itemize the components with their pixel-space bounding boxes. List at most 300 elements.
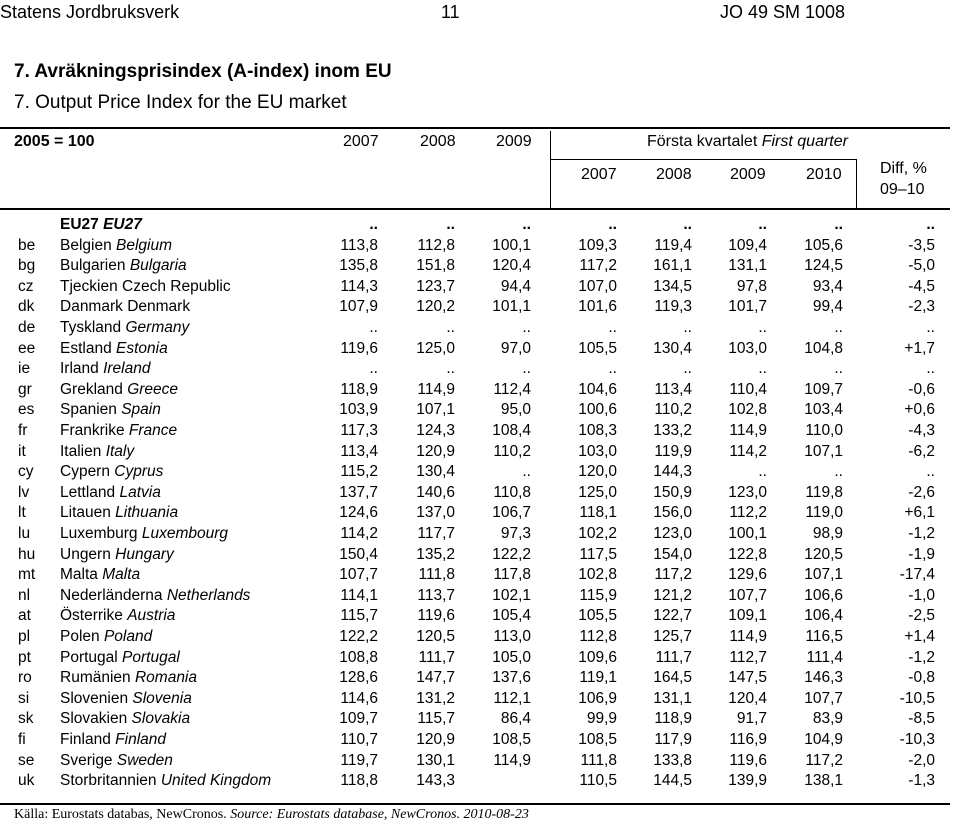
value-cell: 147,7 <box>416 669 455 687</box>
country-name-english: Sweden <box>116 751 173 769</box>
value-cell: 119,7 <box>340 751 378 769</box>
country-code: fi <box>18 731 26 748</box>
diff-header-label: Diff, % <box>880 160 927 177</box>
value-cell: -5,0 <box>908 257 935 275</box>
value-cell: 113,0 <box>493 628 531 645</box>
value-cell: 118,9 <box>340 380 378 398</box>
country-name-english: Latvia <box>119 483 161 501</box>
value-cell: 120,4 <box>492 257 531 275</box>
country-name-swedish: Storbritannien <box>60 772 157 790</box>
value-cell: 108,3 <box>578 422 617 439</box>
column-divider-diff <box>856 159 857 209</box>
country-code: cy <box>18 463 34 481</box>
value-cell: 137,6 <box>492 669 531 687</box>
value-cell: 156,0 <box>653 504 692 522</box>
value-cell: 137,7 <box>339 483 378 501</box>
value-cell: 112,8 <box>417 236 455 254</box>
country-name-english: Romania <box>134 669 197 687</box>
country-name-english: Estonia <box>116 339 168 357</box>
value-cell: 97,0 <box>500 339 531 357</box>
value-cell: 111,8 <box>418 566 455 584</box>
value-cell: .. <box>608 360 617 378</box>
value-cell: 119,0 <box>805 504 843 522</box>
year-header-2008: 2008 <box>420 133 456 150</box>
country-code: nl <box>18 586 31 604</box>
value-cell: 120,5 <box>416 628 455 645</box>
value-cell: -1,2 <box>908 648 935 666</box>
value-cell: 100,1 <box>492 236 531 254</box>
value-cell: .. <box>522 463 531 481</box>
country-name <box>60 381 178 399</box>
value-cell: .. <box>758 319 767 336</box>
value-cell: 107,7 <box>339 566 378 584</box>
value-cell: 99,4 <box>812 298 843 316</box>
value-cell: 101,7 <box>728 298 767 316</box>
value-cell: 119,8 <box>805 483 843 501</box>
country-name-english: Hungary <box>115 545 174 563</box>
country-name-english: Ireland <box>103 360 151 378</box>
source-note <box>14 807 529 823</box>
value-cell: 103,0 <box>728 339 767 357</box>
country-code: lv <box>18 483 30 501</box>
value-cell: -4,3 <box>908 422 935 439</box>
country-name-english: Netherlands <box>166 586 251 604</box>
country-code: ie <box>18 360 31 378</box>
value-cell: -0,8 <box>908 669 935 687</box>
value-cell: 122,8 <box>728 545 767 563</box>
value-cell: 150,9 <box>653 483 692 501</box>
value-cell: 133,2 <box>653 422 692 439</box>
country-name <box>60 298 190 316</box>
value-cell: 115,2 <box>340 463 378 481</box>
value-cell: .. <box>446 360 455 378</box>
country-name-swedish: Nederländerna <box>60 586 163 604</box>
quarter-subheader-rule <box>550 159 856 160</box>
country-name-swedish: Portugal <box>60 648 118 666</box>
country-name-english: Czech Republic <box>122 277 231 295</box>
value-cell: 118,8 <box>340 772 378 790</box>
value-cell: 106,9 <box>578 689 617 707</box>
value-cell: .. <box>926 216 935 233</box>
country-code: se <box>18 751 35 769</box>
country-code: cz <box>18 277 34 295</box>
country-name-english: France <box>128 422 178 439</box>
value-cell: 103,0 <box>578 442 617 460</box>
value-cell: 100,6 <box>578 401 617 419</box>
value-cell: 104,6 <box>578 380 617 398</box>
country-name-english: Poland <box>103 628 153 645</box>
source-english: Source: Eurostats database, NewCronos. 2010-08-23 <box>230 807 529 822</box>
value-cell: 103,9 <box>339 401 378 419</box>
value-cell: 134,5 <box>653 277 692 295</box>
value-cell: 130,1 <box>416 751 455 769</box>
value-cell: 109,3 <box>578 236 617 254</box>
country-code: be <box>18 236 36 254</box>
quarter-year-2009: 2009 <box>730 166 766 183</box>
value-cell: 117,2 <box>579 257 617 275</box>
value-cell: 120,4 <box>728 689 767 707</box>
country-name-swedish: Litauen <box>60 504 111 522</box>
value-cell: 107,7 <box>728 586 767 604</box>
value-cell: .. <box>369 319 378 336</box>
value-cell: 109,6 <box>578 648 617 666</box>
value-cell: -17,4 <box>899 566 935 584</box>
value-cell: 117,3 <box>340 422 378 439</box>
country-name-english: Bulgaria <box>129 257 187 275</box>
value-cell: 119,3 <box>654 298 692 316</box>
table-row <box>0 216 950 236</box>
page-number: 11 <box>441 2 460 22</box>
value-cell: 117,2 <box>805 751 843 769</box>
country-name-english: Austria <box>127 607 176 625</box>
country-name-swedish: Finland <box>60 731 111 748</box>
value-cell: 101,6 <box>578 298 617 316</box>
value-cell: 112,1 <box>493 689 531 707</box>
source-swedish: Källa: Eurostats databas, NewCronos. <box>14 807 227 822</box>
value-cell: 128,6 <box>339 669 378 687</box>
country-name <box>60 710 190 728</box>
quarter-header-english: First quarter <box>761 133 848 150</box>
value-cell: 93,4 <box>812 277 843 295</box>
value-cell: 113,7 <box>417 586 455 604</box>
value-cell: 101,1 <box>492 298 531 316</box>
value-cell: 114,2 <box>340 525 378 542</box>
value-cell: .. <box>522 319 531 336</box>
value-cell: 109,1 <box>728 607 767 625</box>
value-cell: 109,4 <box>728 236 767 254</box>
year-header-2007: 2007 <box>343 133 379 150</box>
country-name-swedish: Estland <box>60 339 112 357</box>
value-cell: 91,7 <box>736 710 767 728</box>
value-cell: 110,5 <box>579 772 617 790</box>
value-cell: 106,4 <box>804 607 843 625</box>
country-name <box>60 463 163 481</box>
value-cell: 151,8 <box>416 257 455 275</box>
country-name-english: Greece <box>127 380 179 398</box>
country-code: at <box>18 607 31 625</box>
publication-code: JO 49 SM 1008 <box>720 2 846 22</box>
country-name <box>60 690 192 708</box>
value-cell: +1,7 <box>904 339 935 357</box>
value-cell: 119,1 <box>579 669 617 687</box>
value-cell: 114,9 <box>417 380 455 398</box>
diff-header-period: 09–10 <box>880 181 925 198</box>
country-name-english: Italy <box>105 442 135 460</box>
value-cell: -4,5 <box>908 277 935 295</box>
value-cell: 107,1 <box>804 566 843 584</box>
value-cell: -6,2 <box>908 442 935 460</box>
country-name <box>60 546 174 564</box>
value-cell: 105,5 <box>578 607 617 625</box>
country-code: lu <box>18 525 31 542</box>
table-row <box>0 628 950 648</box>
country-code: gr <box>18 380 32 398</box>
country-code: it <box>18 442 26 460</box>
value-cell: 135,8 <box>339 257 378 275</box>
country-name-swedish: Irland <box>60 360 99 378</box>
country-name <box>60 628 152 646</box>
table-row <box>0 340 950 360</box>
table-row <box>0 607 950 627</box>
value-cell: 109,7 <box>804 380 843 398</box>
value-cell: .. <box>834 360 843 378</box>
value-cell: 121,2 <box>653 586 692 604</box>
value-cell: 119,6 <box>729 751 767 769</box>
value-cell: 129,6 <box>728 566 767 584</box>
value-cell: 117,8 <box>493 566 531 584</box>
value-cell: 111,8 <box>580 751 617 769</box>
value-cell: .. <box>369 216 378 233</box>
value-cell: 116,9 <box>729 731 767 748</box>
value-cell: 102,2 <box>578 525 617 542</box>
country-code: bg <box>18 257 36 275</box>
value-cell: 124,3 <box>416 422 455 439</box>
value-cell: 110,7 <box>340 731 378 748</box>
value-cell: 86,4 <box>500 710 531 728</box>
value-cell: 106,7 <box>492 504 531 522</box>
value-cell: 123,0 <box>728 483 767 501</box>
value-cell: .. <box>758 463 767 481</box>
value-cell: 147,5 <box>728 669 767 687</box>
value-cell: 102,1 <box>492 586 531 604</box>
base-year-label: 2005 = 100 <box>14 133 95 150</box>
value-cell: .. <box>683 216 692 233</box>
value-cell: 131,1 <box>728 257 767 275</box>
value-cell: .. <box>683 319 692 336</box>
value-cell: -1,3 <box>908 772 935 790</box>
value-cell: 122,7 <box>653 607 692 625</box>
country-name <box>60 649 180 667</box>
value-cell: 135,2 <box>416 545 455 563</box>
table-row <box>0 710 950 730</box>
value-cell: 144,3 <box>653 463 692 481</box>
value-cell: 120,9 <box>416 442 455 460</box>
table-row <box>0 772 950 792</box>
country-name-english: Denmark <box>127 298 191 316</box>
value-cell: 107,7 <box>804 689 843 707</box>
value-cell: .. <box>834 216 843 233</box>
table-row <box>0 669 950 689</box>
value-cell: 99,9 <box>586 710 617 728</box>
value-cell: .. <box>522 360 531 378</box>
value-cell: 108,5 <box>578 731 617 748</box>
country-code: uk <box>18 772 35 790</box>
value-cell: 150,4 <box>339 545 378 563</box>
table-title-swedish: 7. Avräkningsprisindex (A-index) inom EU <box>14 61 392 82</box>
table-bottom-rule <box>0 803 950 805</box>
value-cell: 118,1 <box>579 504 617 522</box>
country-name <box>60 422 177 440</box>
value-cell: -0,6 <box>908 380 935 398</box>
value-cell: 106,6 <box>804 586 843 604</box>
country-name <box>60 731 166 749</box>
value-cell: 117,5 <box>579 545 617 563</box>
value-cell: 161,1 <box>653 257 692 275</box>
value-cell: 120,5 <box>804 545 843 563</box>
value-cell: 108,5 <box>492 731 531 748</box>
table-row <box>0 649 950 669</box>
table-row <box>0 319 950 339</box>
quarter-year-2010: 2010 <box>806 166 842 183</box>
value-cell: 111,7 <box>418 648 455 666</box>
table-row <box>0 237 950 257</box>
table-row <box>0 278 950 298</box>
value-cell: .. <box>926 360 935 378</box>
country-name-swedish: Tjeckien <box>60 277 118 295</box>
value-cell: 104,9 <box>804 731 843 748</box>
value-cell: 118,9 <box>654 710 692 728</box>
country-code: fr <box>18 422 28 439</box>
value-cell: .. <box>758 216 767 233</box>
country-name-swedish: Grekland <box>60 380 123 398</box>
value-cell: 140,6 <box>416 483 455 501</box>
value-cell: 124,5 <box>804 257 843 275</box>
country-name <box>60 484 161 502</box>
value-cell: 107,1 <box>416 401 455 419</box>
country-name-swedish: EU27 <box>60 216 99 233</box>
country-name <box>60 237 172 255</box>
value-cell: 111,4 <box>806 648 843 666</box>
table-row <box>0 381 950 401</box>
value-cell: +0,6 <box>904 401 935 419</box>
table-row <box>0 587 950 607</box>
country-code: ro <box>18 669 32 687</box>
value-cell: 114,9 <box>493 751 531 769</box>
country-name <box>60 216 142 234</box>
value-cell: 104,8 <box>804 339 843 357</box>
country-name-english: Portugal <box>122 648 180 666</box>
value-cell: 139,9 <box>728 772 767 790</box>
country-code: es <box>18 401 35 419</box>
value-cell: -2,5 <box>908 607 935 625</box>
value-cell: 138,1 <box>804 772 843 790</box>
country-name-swedish: Slovenien <box>60 689 129 707</box>
value-cell: 114,3 <box>340 277 378 295</box>
country-name <box>60 772 271 790</box>
value-cell: 130,4 <box>653 339 692 357</box>
value-cell: 124,6 <box>339 504 378 522</box>
country-name-swedish: Lettland <box>60 483 116 501</box>
country-name-english: Slovakia <box>131 710 191 728</box>
value-cell: 114,1 <box>340 586 378 604</box>
value-cell: -10,3 <box>899 731 935 748</box>
value-cell: 117,9 <box>654 731 692 748</box>
value-cell: 115,7 <box>340 607 378 625</box>
country-name-swedish: Luxemburg <box>60 525 138 542</box>
value-cell: .. <box>446 319 455 336</box>
value-cell: 95,0 <box>500 401 531 419</box>
country-name-swedish: Danmark <box>60 298 123 316</box>
country-name <box>60 504 178 522</box>
value-cell: .. <box>608 216 617 233</box>
year-header-2009: 2009 <box>496 133 532 150</box>
value-cell: 119,4 <box>654 236 692 254</box>
table-row <box>0 298 950 318</box>
country-code: pl <box>18 628 31 645</box>
country-name <box>60 340 168 358</box>
value-cell: 97,3 <box>500 525 531 542</box>
value-cell: 113,8 <box>340 236 378 254</box>
value-cell: 115,7 <box>417 710 455 728</box>
value-cell: 107,0 <box>578 277 617 295</box>
country-name-swedish: Spanien <box>60 401 117 419</box>
value-cell: 119,9 <box>654 442 692 460</box>
value-cell: .. <box>522 216 531 233</box>
value-cell: 114,2 <box>729 442 767 460</box>
country-code: hu <box>18 545 36 563</box>
value-cell: 114,6 <box>340 689 378 707</box>
country-name-english: United Kingdom <box>160 772 272 790</box>
value-cell: -1,2 <box>908 525 935 542</box>
quarter-header-swedish: Första kvartalet <box>647 133 758 150</box>
value-cell: 108,4 <box>492 422 531 439</box>
value-cell: 110,8 <box>493 483 531 501</box>
value-cell: 97,8 <box>736 277 767 295</box>
country-name-swedish: Cypern <box>60 463 110 481</box>
value-cell: 115,9 <box>579 586 617 604</box>
table-row <box>0 484 950 504</box>
value-cell: -1,0 <box>908 586 935 604</box>
value-cell: 120,0 <box>578 463 617 481</box>
value-cell: 120,2 <box>416 298 455 316</box>
country-name <box>60 257 187 275</box>
country-code: ee <box>18 339 36 357</box>
value-cell: 154,0 <box>653 545 692 563</box>
country-name-swedish: Ungern <box>60 545 111 563</box>
value-cell: 131,2 <box>416 689 455 707</box>
header-bottom-rule <box>0 208 950 210</box>
value-cell: 114,9 <box>729 628 767 645</box>
country-name <box>60 669 197 687</box>
country-name-english: Cyprus <box>114 463 164 481</box>
country-code: lt <box>18 504 26 522</box>
country-code: sk <box>18 710 34 728</box>
country-name <box>60 525 228 543</box>
value-cell: 164,5 <box>653 669 692 687</box>
table-row <box>0 504 950 524</box>
value-cell: -10,5 <box>899 689 935 707</box>
value-cell: 110,2 <box>493 442 531 460</box>
country-name-swedish: Bulgarien <box>60 257 126 275</box>
value-cell: 117,7 <box>417 525 455 542</box>
country-name-swedish: Rumänien <box>60 669 131 687</box>
value-cell: .. <box>834 319 843 336</box>
country-name-swedish: Italien <box>60 442 102 460</box>
value-cell: 125,0 <box>416 339 455 357</box>
value-cell: 110,2 <box>654 401 692 419</box>
value-cell: .. <box>683 360 692 378</box>
value-cell: 119,6 <box>417 607 455 625</box>
country-name-english: Belgium <box>116 236 173 254</box>
quarter-year-2008: 2008 <box>656 166 692 183</box>
table-top-rule <box>0 127 950 129</box>
country-name-english: Luxembourg <box>141 525 229 542</box>
value-cell: -2,3 <box>908 298 935 316</box>
table-row <box>0 731 950 751</box>
value-cell: 105,0 <box>492 648 531 666</box>
value-cell: 105,4 <box>492 607 531 625</box>
value-cell: 107,1 <box>804 442 843 460</box>
value-cell: 105,6 <box>804 236 843 254</box>
country-name-english: Slovenia <box>132 689 192 707</box>
value-cell: 119,6 <box>340 339 378 357</box>
value-cell: 123,7 <box>416 277 455 295</box>
table-row <box>0 443 950 463</box>
value-cell: 130,4 <box>416 463 455 481</box>
country-name-swedish: Malta <box>60 566 98 584</box>
value-cell: .. <box>926 463 935 481</box>
country-name <box>60 401 161 419</box>
